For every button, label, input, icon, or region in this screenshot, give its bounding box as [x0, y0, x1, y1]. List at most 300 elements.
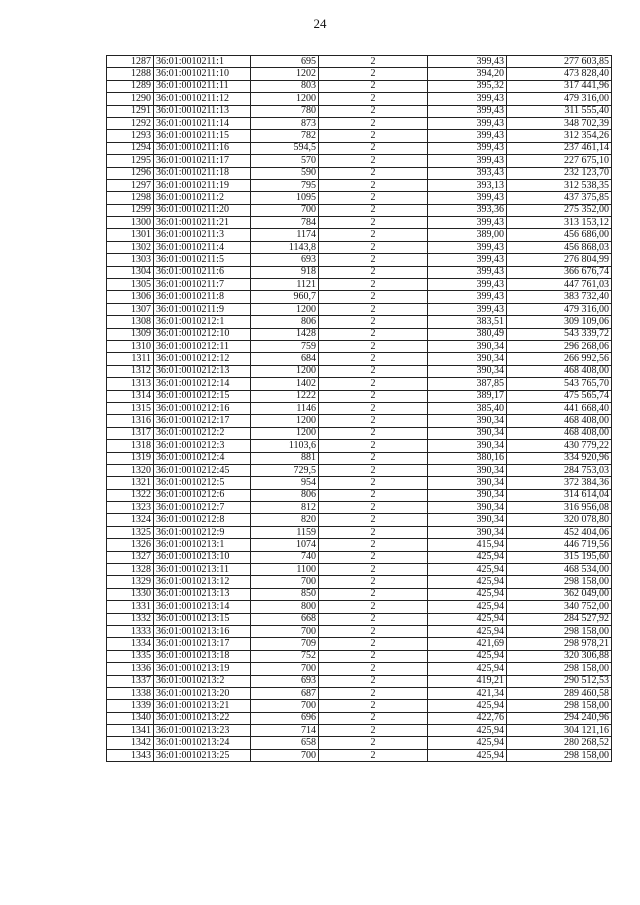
- table-row: [107, 266, 612, 278]
- row-number-cell: 1320: [107, 464, 154, 476]
- row-number-cell: 1340: [107, 712, 154, 724]
- row-number-cell: 1331: [107, 601, 154, 613]
- group-cell: 2: [319, 588, 428, 600]
- specific-value-cell: 395,32: [428, 80, 507, 92]
- area-cell: 954: [251, 477, 319, 489]
- specific-value-cell: 399,43: [428, 130, 507, 142]
- group-cell: 2: [319, 291, 428, 303]
- table-row: [107, 167, 612, 179]
- row-number-cell: 1292: [107, 117, 154, 129]
- cadastral-value-cell: 334 920,96: [507, 452, 612, 464]
- table-row: [107, 464, 612, 476]
- area-cell: 752: [251, 650, 319, 662]
- area-cell: 1143,8: [251, 241, 319, 253]
- specific-value-cell: 390,34: [428, 514, 507, 526]
- group-cell: 2: [319, 130, 428, 142]
- specific-value-cell: 390,34: [428, 489, 507, 501]
- area-cell: 812: [251, 502, 319, 514]
- cadastral-number-cell: 36:01:0010213:22: [154, 712, 251, 724]
- row-number-cell: 1297: [107, 179, 154, 191]
- table-row: [107, 390, 612, 402]
- group-cell: 2: [319, 93, 428, 105]
- cadastral-value-cell: 314 614,04: [507, 489, 612, 501]
- row-number-cell: 1295: [107, 155, 154, 167]
- row-number-cell: 1304: [107, 266, 154, 278]
- area-cell: 700: [251, 204, 319, 216]
- cadastral-value-cell: 294 240,96: [507, 712, 612, 724]
- table-row: [107, 700, 612, 712]
- specific-value-cell: 399,43: [428, 254, 507, 266]
- group-cell: 2: [319, 712, 428, 724]
- cadastral-value-cell: 320 078,80: [507, 514, 612, 526]
- row-number-cell: 1323: [107, 502, 154, 514]
- cadastral-value-cell: 304 121,16: [507, 725, 612, 737]
- area-cell: 590: [251, 167, 319, 179]
- area-cell: 1121: [251, 279, 319, 291]
- cadastral-number-cell: 36:01:0010211:8: [154, 291, 251, 303]
- area-cell: 1202: [251, 68, 319, 80]
- table-row: [107, 576, 612, 588]
- row-number-cell: 1301: [107, 229, 154, 241]
- table-row: [107, 217, 612, 229]
- cadastral-value-cell: 468 534,00: [507, 564, 612, 576]
- group-cell: 2: [319, 749, 428, 761]
- area-cell: 784: [251, 217, 319, 229]
- cadastral-number-cell: 36:01:0010213:12: [154, 576, 251, 588]
- area-cell: 800: [251, 601, 319, 613]
- cadastral-number-cell: 36:01:0010212:5: [154, 477, 251, 489]
- specific-value-cell: 399,43: [428, 279, 507, 291]
- area-cell: 695: [251, 56, 319, 68]
- cadastral-value-cell: 340 752,00: [507, 601, 612, 613]
- row-number-cell: 1288: [107, 68, 154, 80]
- group-cell: 2: [319, 564, 428, 576]
- specific-value-cell: 415,94: [428, 539, 507, 551]
- row-number-cell: 1310: [107, 340, 154, 352]
- specific-value-cell: 399,43: [428, 117, 507, 129]
- row-number-cell: 1338: [107, 687, 154, 699]
- area-cell: 1174: [251, 229, 319, 241]
- group-cell: 2: [319, 514, 428, 526]
- table-row: [107, 328, 612, 340]
- cadastral-number-cell: 36:01:0010213:19: [154, 663, 251, 675]
- cadastral-value-cell: 275 352,00: [507, 204, 612, 216]
- cadastral-number-cell: 36:01:0010211:19: [154, 179, 251, 191]
- table-row: [107, 142, 612, 154]
- cadastral-number-cell: 36:01:0010213:10: [154, 551, 251, 563]
- table-row: [107, 601, 612, 613]
- cadastral-number-cell: 36:01:0010213:18: [154, 650, 251, 662]
- table-row: [107, 477, 612, 489]
- cadastral-number-cell: 36:01:0010211:9: [154, 303, 251, 315]
- table-row: [107, 117, 612, 129]
- area-cell: 1074: [251, 539, 319, 551]
- group-cell: 2: [319, 179, 428, 191]
- group-cell: 2: [319, 279, 428, 291]
- group-cell: 2: [319, 365, 428, 377]
- cadastral-number-cell: 36:01:0010211:16: [154, 142, 251, 154]
- group-cell: 2: [319, 551, 428, 563]
- table-row: [107, 712, 612, 724]
- area-cell: 1200: [251, 415, 319, 427]
- cadastral-value-cell: 475 565,74: [507, 390, 612, 402]
- group-cell: 2: [319, 378, 428, 390]
- table-row: [107, 192, 612, 204]
- cadastral-value-cell: 317 441,96: [507, 80, 612, 92]
- specific-value-cell: 425,94: [428, 625, 507, 637]
- row-number-cell: 1324: [107, 514, 154, 526]
- specific-value-cell: 399,43: [428, 303, 507, 315]
- group-cell: 2: [319, 192, 428, 204]
- area-cell: 570: [251, 155, 319, 167]
- specific-value-cell: 390,34: [428, 353, 507, 365]
- cadastral-number-cell: 36:01:0010211:14: [154, 117, 251, 129]
- group-cell: 2: [319, 613, 428, 625]
- table-row: [107, 56, 612, 68]
- table-row: [107, 625, 612, 637]
- row-number-cell: 1300: [107, 217, 154, 229]
- cadastral-value-cell: 309 109,06: [507, 316, 612, 328]
- cadastral-number-cell: 36:01:0010211:7: [154, 279, 251, 291]
- cadastral-number-cell: 36:01:0010213:13: [154, 588, 251, 600]
- specific-value-cell: 383,51: [428, 316, 507, 328]
- row-number-cell: 1303: [107, 254, 154, 266]
- table-row: [107, 514, 612, 526]
- cadastral-number-cell: 36:01:0010211:18: [154, 167, 251, 179]
- cadastral-value-cell: 372 384,36: [507, 477, 612, 489]
- cadastral-number-cell: 36:01:0010213:11: [154, 564, 251, 576]
- table-row: [107, 254, 612, 266]
- specific-value-cell: 399,43: [428, 155, 507, 167]
- cadastral-value-cell: 366 676,74: [507, 266, 612, 278]
- cadastral-value-cell: 383 732,40: [507, 291, 612, 303]
- group-cell: 2: [319, 56, 428, 68]
- specific-value-cell: 425,94: [428, 588, 507, 600]
- group-cell: 2: [319, 415, 428, 427]
- cadastral-value-cell: 289 460,58: [507, 687, 612, 699]
- table-row: [107, 303, 612, 315]
- table-row: [107, 353, 612, 365]
- row-number-cell: 1321: [107, 477, 154, 489]
- row-number-cell: 1333: [107, 625, 154, 637]
- row-number-cell: 1317: [107, 427, 154, 439]
- specific-value-cell: 385,40: [428, 402, 507, 414]
- specific-value-cell: 422,76: [428, 712, 507, 724]
- specific-value-cell: 425,94: [428, 613, 507, 625]
- group-cell: 2: [319, 229, 428, 241]
- cadastral-number-cell: 36:01:0010213:23: [154, 725, 251, 737]
- cadastral-number-cell: 36:01:0010213:21: [154, 700, 251, 712]
- row-number-cell: 1326: [107, 539, 154, 551]
- cadastral-value-table: [106, 55, 612, 762]
- group-cell: 2: [319, 464, 428, 476]
- cadastral-number-cell: 36:01:0010212:4: [154, 452, 251, 464]
- area-cell: 1146: [251, 402, 319, 414]
- cadastral-value-cell: 277 603,85: [507, 56, 612, 68]
- row-number-cell: 1343: [107, 749, 154, 761]
- row-number-cell: 1328: [107, 564, 154, 576]
- table-row: [107, 316, 612, 328]
- group-cell: 2: [319, 539, 428, 551]
- specific-value-cell: 425,94: [428, 650, 507, 662]
- group-cell: 2: [319, 155, 428, 167]
- specific-value-cell: 390,34: [428, 526, 507, 538]
- area-cell: 1200: [251, 427, 319, 439]
- cadastral-value-cell: 447 761,03: [507, 279, 612, 291]
- area-cell: 700: [251, 576, 319, 588]
- cadastral-number-cell: 36:01:0010213:2: [154, 675, 251, 687]
- table-row: [107, 725, 612, 737]
- table-row: [107, 737, 612, 749]
- area-cell: 960,7: [251, 291, 319, 303]
- group-cell: 2: [319, 105, 428, 117]
- group-cell: 2: [319, 638, 428, 650]
- row-number-cell: 1312: [107, 365, 154, 377]
- row-number-cell: 1325: [107, 526, 154, 538]
- cadastral-number-cell: 36:01:0010212:14: [154, 378, 251, 390]
- group-cell: 2: [319, 663, 428, 675]
- table-row: [107, 241, 612, 253]
- cadastral-number-cell: 36:01:0010212:12: [154, 353, 251, 365]
- row-number-cell: 1298: [107, 192, 154, 204]
- specific-value-cell: 390,34: [428, 415, 507, 427]
- cadastral-value-cell: 284 527,92: [507, 613, 612, 625]
- area-cell: 1428: [251, 328, 319, 340]
- cadastral-value-cell: 479 316,00: [507, 93, 612, 105]
- area-cell: 873: [251, 117, 319, 129]
- cadastral-value-cell: 312 354,26: [507, 130, 612, 142]
- group-cell: 2: [319, 353, 428, 365]
- row-number-cell: 1309: [107, 328, 154, 340]
- table-row: [107, 93, 612, 105]
- cadastral-number-cell: 36:01:0010212:1: [154, 316, 251, 328]
- specific-value-cell: 399,43: [428, 56, 507, 68]
- area-cell: 740: [251, 551, 319, 563]
- group-cell: 2: [319, 625, 428, 637]
- table-row: [107, 68, 612, 80]
- group-cell: 2: [319, 502, 428, 514]
- table-body: [107, 56, 612, 762]
- cadastral-value-cell: 348 702,39: [507, 117, 612, 129]
- row-number-cell: 1305: [107, 279, 154, 291]
- specific-value-cell: 399,43: [428, 291, 507, 303]
- group-cell: 2: [319, 266, 428, 278]
- cadastral-number-cell: 36:01:0010212:10: [154, 328, 251, 340]
- group-cell: 2: [319, 241, 428, 253]
- area-cell: 1222: [251, 390, 319, 402]
- cadastral-value-cell: 315 195,60: [507, 551, 612, 563]
- cadastral-value-cell: 284 753,03: [507, 464, 612, 476]
- group-cell: 2: [319, 576, 428, 588]
- group-cell: 2: [319, 477, 428, 489]
- cadastral-value-cell: 316 956,08: [507, 502, 612, 514]
- cadastral-value-cell: 437 375,85: [507, 192, 612, 204]
- cadastral-number-cell: 36:01:0010212:45: [154, 464, 251, 476]
- area-cell: 729,5: [251, 464, 319, 476]
- area-cell: 700: [251, 663, 319, 675]
- area-cell: 782: [251, 130, 319, 142]
- group-cell: 2: [319, 328, 428, 340]
- table-row: [107, 229, 612, 241]
- table-row: [107, 687, 612, 699]
- specific-value-cell: 425,94: [428, 551, 507, 563]
- group-cell: 2: [319, 167, 428, 179]
- cadastral-number-cell: 36:01:0010211:5: [154, 254, 251, 266]
- row-number-cell: 1294: [107, 142, 154, 154]
- specific-value-cell: 380,16: [428, 452, 507, 464]
- specific-value-cell: 390,34: [428, 477, 507, 489]
- table-row: [107, 155, 612, 167]
- specific-value-cell: 390,34: [428, 464, 507, 476]
- area-cell: 1200: [251, 365, 319, 377]
- cadastral-number-cell: 36:01:0010212:3: [154, 440, 251, 452]
- cadastral-number-cell: 36:01:0010212:9: [154, 526, 251, 538]
- cadastral-value-cell: 232 123,70: [507, 167, 612, 179]
- row-number-cell: 1319: [107, 452, 154, 464]
- page-number: 24: [313, 16, 327, 31]
- group-cell: 2: [319, 303, 428, 315]
- area-cell: 687: [251, 687, 319, 699]
- table-row: [107, 452, 612, 464]
- row-number-cell: 1318: [107, 440, 154, 452]
- row-number-cell: 1329: [107, 576, 154, 588]
- cadastral-value-cell: 313 153,12: [507, 217, 612, 229]
- cadastral-value-cell: 298 158,00: [507, 749, 612, 761]
- row-number-cell: 1291: [107, 105, 154, 117]
- table-row: [107, 588, 612, 600]
- table-row: [107, 663, 612, 675]
- table-row: [107, 613, 612, 625]
- cadastral-number-cell: 36:01:0010211:4: [154, 241, 251, 253]
- row-number-cell: 1289: [107, 80, 154, 92]
- specific-value-cell: 425,94: [428, 737, 507, 749]
- row-number-cell: 1341: [107, 725, 154, 737]
- area-cell: 1200: [251, 303, 319, 315]
- specific-value-cell: 389,00: [428, 229, 507, 241]
- group-cell: 2: [319, 725, 428, 737]
- table-row: [107, 279, 612, 291]
- row-number-cell: 1299: [107, 204, 154, 216]
- cadastral-number-cell: 36:01:0010211:2: [154, 192, 251, 204]
- specific-value-cell: 425,94: [428, 663, 507, 675]
- specific-value-cell: 390,34: [428, 440, 507, 452]
- group-cell: 2: [319, 80, 428, 92]
- row-number-cell: 1307: [107, 303, 154, 315]
- cadastral-value-cell: 296 268,06: [507, 340, 612, 352]
- row-number-cell: 1314: [107, 390, 154, 402]
- cadastral-value-cell: 473 828,40: [507, 68, 612, 80]
- row-number-cell: 1287: [107, 56, 154, 68]
- table-row: [107, 638, 612, 650]
- row-number-cell: 1332: [107, 613, 154, 625]
- table-row: [107, 204, 612, 216]
- area-cell: 806: [251, 489, 319, 501]
- cadastral-number-cell: 36:01:0010211:11: [154, 80, 251, 92]
- group-cell: 2: [319, 675, 428, 687]
- area-cell: 700: [251, 749, 319, 761]
- table-row: [107, 502, 612, 514]
- specific-value-cell: 389,17: [428, 390, 507, 402]
- cadastral-value-cell: 290 512,53: [507, 675, 612, 687]
- cadastral-value-cell: 479 316,00: [507, 303, 612, 315]
- specific-value-cell: 399,43: [428, 93, 507, 105]
- specific-value-cell: 421,69: [428, 638, 507, 650]
- area-cell: 1402: [251, 378, 319, 390]
- area-cell: 714: [251, 725, 319, 737]
- row-number-cell: 1316: [107, 415, 154, 427]
- specific-value-cell: 387,85: [428, 378, 507, 390]
- row-number-cell: 1290: [107, 93, 154, 105]
- group-cell: 2: [319, 452, 428, 464]
- cadastral-number-cell: 36:01:0010211:10: [154, 68, 251, 80]
- cadastral-value-cell: 298 158,00: [507, 663, 612, 675]
- cadastral-number-cell: 36:01:0010211:15: [154, 130, 251, 142]
- cadastral-value-cell: 298 158,00: [507, 625, 612, 637]
- cadastral-number-cell: 36:01:0010212:2: [154, 427, 251, 439]
- specific-value-cell: 399,43: [428, 192, 507, 204]
- area-cell: 1095: [251, 192, 319, 204]
- cadastral-number-cell: 36:01:0010213:25: [154, 749, 251, 761]
- cadastral-number-cell: 36:01:0010213:20: [154, 687, 251, 699]
- cadastral-value-cell: 446 719,56: [507, 539, 612, 551]
- cadastral-number-cell: 36:01:0010212:15: [154, 390, 251, 402]
- cadastral-value-cell: 227 675,10: [507, 155, 612, 167]
- table-row: [107, 378, 612, 390]
- cadastral-number-cell: 36:01:0010211:21: [154, 217, 251, 229]
- group-cell: 2: [319, 316, 428, 328]
- table-row: [107, 291, 612, 303]
- area-cell: 850: [251, 588, 319, 600]
- cadastral-value-cell: 298 158,00: [507, 700, 612, 712]
- cadastral-number-cell: 36:01:0010212:13: [154, 365, 251, 377]
- table-row: [107, 551, 612, 563]
- specific-value-cell: 394,20: [428, 68, 507, 80]
- row-number-cell: 1296: [107, 167, 154, 179]
- specific-value-cell: 421,34: [428, 687, 507, 699]
- cadastral-value-cell: 320 306,88: [507, 650, 612, 662]
- table-row: [107, 539, 612, 551]
- row-number-cell: 1339: [107, 700, 154, 712]
- group-cell: 2: [319, 204, 428, 216]
- group-cell: 2: [319, 427, 428, 439]
- group-cell: 2: [319, 687, 428, 699]
- row-number-cell: 1302: [107, 241, 154, 253]
- cadastral-number-cell: 36:01:0010211:1: [154, 56, 251, 68]
- cadastral-value-cell: 468 408,00: [507, 365, 612, 377]
- area-cell: 700: [251, 700, 319, 712]
- group-cell: 2: [319, 650, 428, 662]
- area-cell: 693: [251, 675, 319, 687]
- row-number-cell: 1322: [107, 489, 154, 501]
- area-cell: 1159: [251, 526, 319, 538]
- cadastral-number-cell: 36:01:0010212:16: [154, 402, 251, 414]
- row-number-cell: 1337: [107, 675, 154, 687]
- area-cell: 684: [251, 353, 319, 365]
- cadastral-number-cell: 36:01:0010213:16: [154, 625, 251, 637]
- cadastral-number-cell: 36:01:0010213:24: [154, 737, 251, 749]
- cadastral-number-cell: 36:01:0010211:12: [154, 93, 251, 105]
- specific-value-cell: 425,94: [428, 725, 507, 737]
- specific-value-cell: 399,43: [428, 105, 507, 117]
- cadastral-number-cell: 36:01:0010211:17: [154, 155, 251, 167]
- cadastral-number-cell: 36:01:0010212:6: [154, 489, 251, 501]
- specific-value-cell: 390,34: [428, 502, 507, 514]
- area-cell: 696: [251, 712, 319, 724]
- table-row: [107, 650, 612, 662]
- row-number-cell: 1311: [107, 353, 154, 365]
- table-row: [107, 365, 612, 377]
- table-row: [107, 526, 612, 538]
